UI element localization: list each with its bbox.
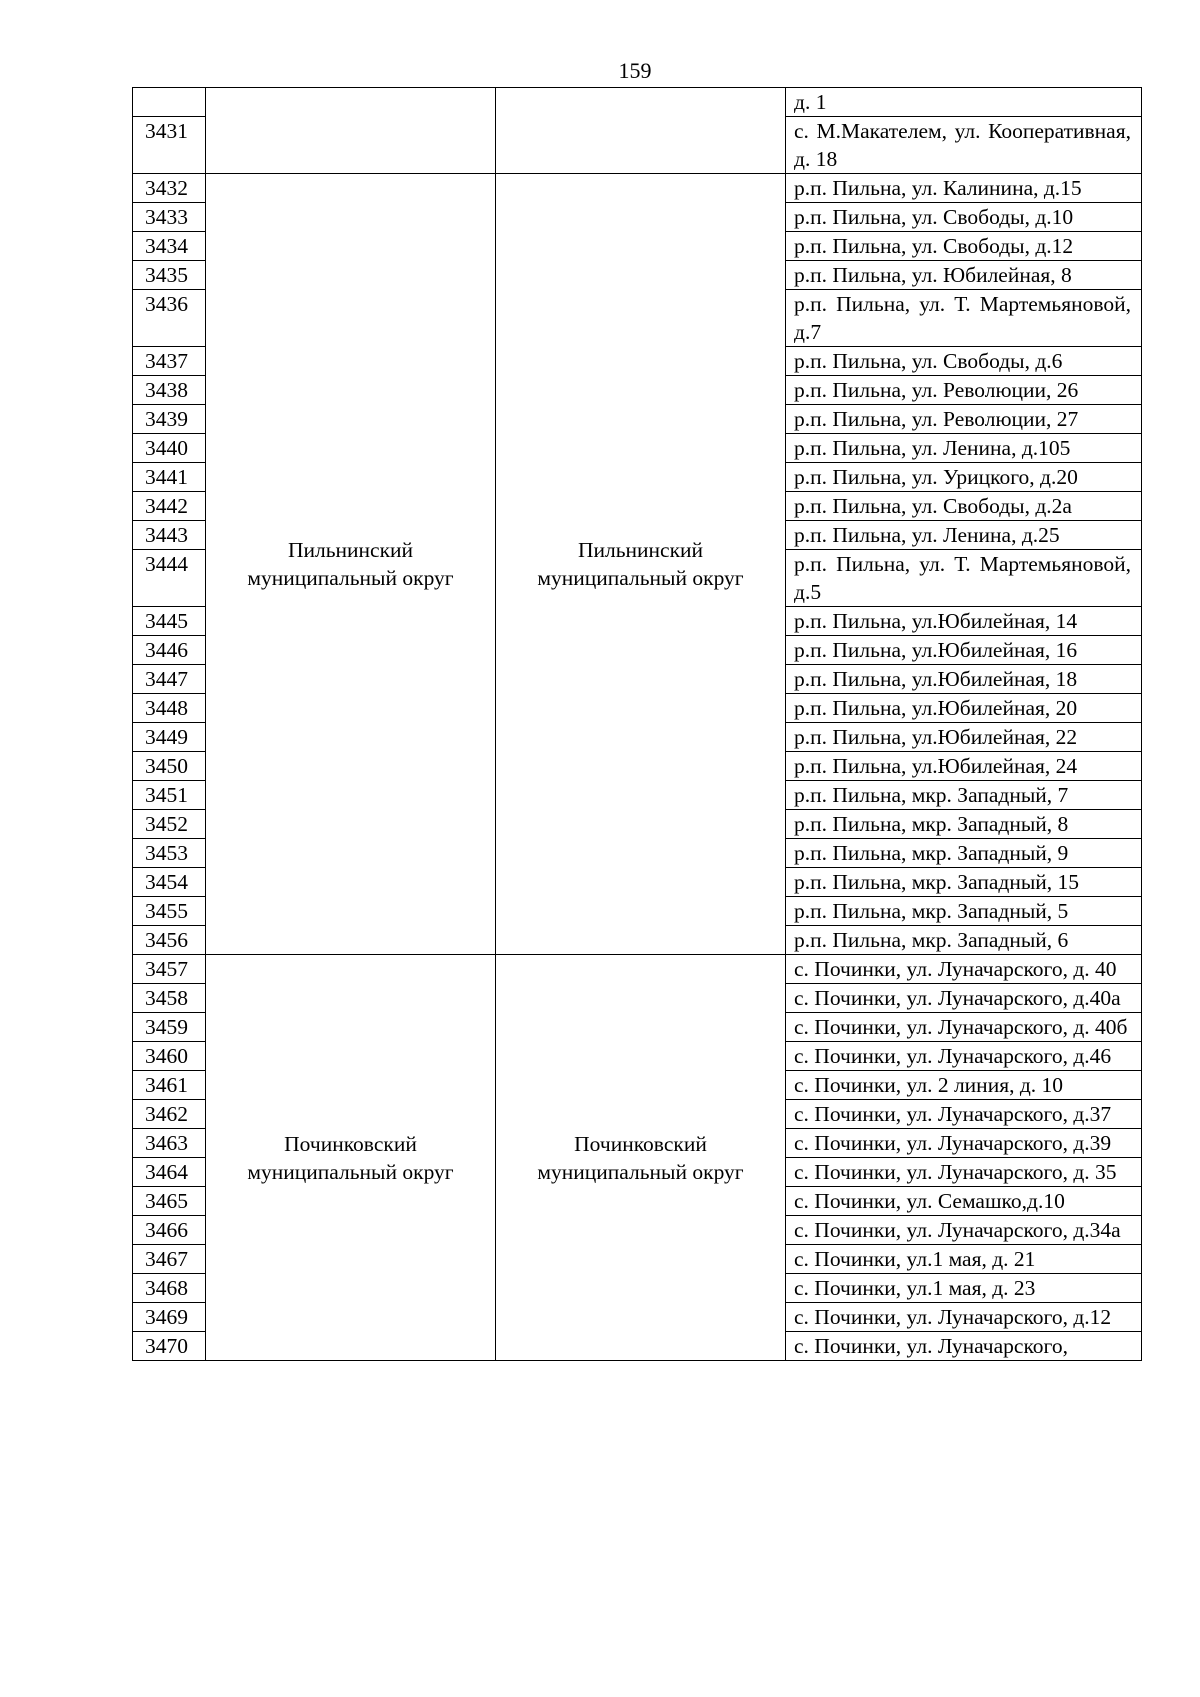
row-number: 3436 — [133, 290, 206, 347]
row-number: 3464 — [133, 1158, 206, 1187]
address-cell: с. Починки, ул.1 мая, д. 21 — [786, 1245, 1142, 1274]
address-cell: р.п. Пильна, ул. Революции, 27 — [786, 405, 1142, 434]
row-number: 3460 — [133, 1042, 206, 1071]
address-cell: р.п. Пильна, ул. Юбилейная, 8 — [786, 261, 1142, 290]
row-number: 3453 — [133, 839, 206, 868]
row-number: 3446 — [133, 636, 206, 665]
municipality-cell: Пильнинский муниципальный округ — [206, 174, 496, 955]
address-cell: р.п. Пильна, ул. Т. Мартемьяновой, д.5 — [786, 550, 1142, 607]
row-number: 3451 — [133, 781, 206, 810]
row-number: 3461 — [133, 1071, 206, 1100]
address-cell: р.п. Пильна, ул. Свободы, д.2а — [786, 492, 1142, 521]
address-cell: р.п. Пильна, ул.Юбилейная, 20 — [786, 694, 1142, 723]
municipality-cell — [206, 88, 496, 174]
address-cell: с. Починки, ул. Луначарского, д.46 — [786, 1042, 1142, 1071]
address-cell: р.п. Пильна, ул. Свободы, д.12 — [786, 232, 1142, 261]
address-cell: д. 1 — [786, 88, 1142, 117]
address-cell: р.п. Пильна, ул. Революции, 26 — [786, 376, 1142, 405]
row-number: 3466 — [133, 1216, 206, 1245]
address-cell: р.п. Пильна, мкр. Западный, 5 — [786, 897, 1142, 926]
address-cell: р.п. Пильна, ул. Ленина, д.25 — [786, 521, 1142, 550]
row-number: 3468 — [133, 1274, 206, 1303]
address-cell: р.п. Пильна, ул. Калинина, д.15 — [786, 174, 1142, 203]
table-row — [133, 88, 1142, 117]
address-cell: р.п. Пильна, мкр. Западный, 15 — [786, 868, 1142, 897]
address-cell: с. Починки, ул. Луначарского, д.40а — [786, 984, 1142, 1013]
address-cell: р.п. Пильна, ул. Урицкого, д.20 — [786, 463, 1142, 492]
address-cell: с. Починки, ул. 2 линия, д. 10 — [786, 1071, 1142, 1100]
row-number: 3442 — [133, 492, 206, 521]
page-number: 159 — [618, 58, 652, 83]
address-cell: с. М.Макателем, ул. Кооперативная, д. 18 — [786, 117, 1142, 174]
row-number: 3434 — [133, 232, 206, 261]
row-number: 3431 — [133, 117, 206, 174]
address-cell: с. Починки, ул. Луначарского, д. 35 — [786, 1158, 1142, 1187]
district-cell — [496, 88, 786, 174]
address-cell: с. Починки, ул. Семашко,д.10 — [786, 1187, 1142, 1216]
address-cell: р.п. Пильна, ул. Ленина, д.105 — [786, 434, 1142, 463]
address-cell: р.п. Пильна, ул. Свободы, д.6 — [786, 347, 1142, 376]
district-cell: Починковский муниципальный округ — [496, 955, 786, 1361]
address-cell: р.п. Пильна, ул. Т. Мартемьяновой, д.7 — [786, 290, 1142, 347]
address-cell: р.п. Пильна, мкр. Западный, 6 — [786, 926, 1142, 955]
row-number: 3437 — [133, 347, 206, 376]
address-cell: р.п. Пильна, ул.Юбилейная, 24 — [786, 752, 1142, 781]
row-number: 3441 — [133, 463, 206, 492]
municipality-cell: Починковский муниципальный округ — [206, 955, 496, 1361]
row-number: 3467 — [133, 1245, 206, 1274]
table-row — [133, 955, 1142, 984]
row-number: 3432 — [133, 174, 206, 203]
address-cell: с. Починки, ул. Луначарского, — [786, 1332, 1142, 1361]
address-cell: с. Починки, ул. Луначарского, д.12 — [786, 1303, 1142, 1332]
table-row — [133, 174, 1142, 203]
row-number: 3439 — [133, 405, 206, 434]
address-cell: р.п. Пильна, ул.Юбилейная, 14 — [786, 607, 1142, 636]
row-number: 3449 — [133, 723, 206, 752]
district-cell: Пильнинский муниципальный округ — [496, 174, 786, 955]
row-number: 3469 — [133, 1303, 206, 1332]
row-number: 3459 — [133, 1013, 206, 1042]
address-cell: с. Починки, ул. Луначарского, д.34а — [786, 1216, 1142, 1245]
row-number: 3438 — [133, 376, 206, 405]
row-number: 3458 — [133, 984, 206, 1013]
row-number: 3448 — [133, 694, 206, 723]
address-cell: с. Починки, ул.1 мая, д. 23 — [786, 1274, 1142, 1303]
row-number: 3454 — [133, 868, 206, 897]
row-number: 3444 — [133, 550, 206, 607]
row-number: 3465 — [133, 1187, 206, 1216]
row-number: 3462 — [133, 1100, 206, 1129]
row-number: 3447 — [133, 665, 206, 694]
row-number: 3445 — [133, 607, 206, 636]
address-cell: р.п. Пильна, мкр. Западный, 8 — [786, 810, 1142, 839]
row-number: 3457 — [133, 955, 206, 984]
row-number: 3470 — [133, 1332, 206, 1361]
address-cell: с. Починки, ул. Луначарского, д.39 — [786, 1129, 1142, 1158]
row-number — [133, 88, 206, 117]
address-cell: р.п. Пильна, ул.Юбилейная, 16 — [786, 636, 1142, 665]
row-number: 3455 — [133, 897, 206, 926]
row-number: 3452 — [133, 810, 206, 839]
address-table-body — [133, 88, 1142, 1361]
address-cell: с. Починки, ул. Луначарского, д.37 — [786, 1100, 1142, 1129]
row-number: 3450 — [133, 752, 206, 781]
row-number: 3440 — [133, 434, 206, 463]
address-cell: с. Починки, ул. Луначарского, д. 40 — [786, 955, 1142, 984]
row-number: 3463 — [133, 1129, 206, 1158]
address-table — [132, 87, 1142, 1361]
row-number: 3443 — [133, 521, 206, 550]
address-cell: с. Починки, ул. Луначарского, д. 40б — [786, 1013, 1142, 1042]
address-cell: р.п. Пильна, ул.Юбилейная, 18 — [786, 665, 1142, 694]
row-number: 3456 — [133, 926, 206, 955]
address-cell: р.п. Пильна, мкр. Западный, 7 — [786, 781, 1142, 810]
row-number: 3433 — [133, 203, 206, 232]
address-cell: р.п. Пильна, мкр. Западный, 9 — [786, 839, 1142, 868]
address-cell: р.п. Пильна, ул. Свободы, д.10 — [786, 203, 1142, 232]
row-number: 3435 — [133, 261, 206, 290]
address-cell: р.п. Пильна, ул.Юбилейная, 22 — [786, 723, 1142, 752]
